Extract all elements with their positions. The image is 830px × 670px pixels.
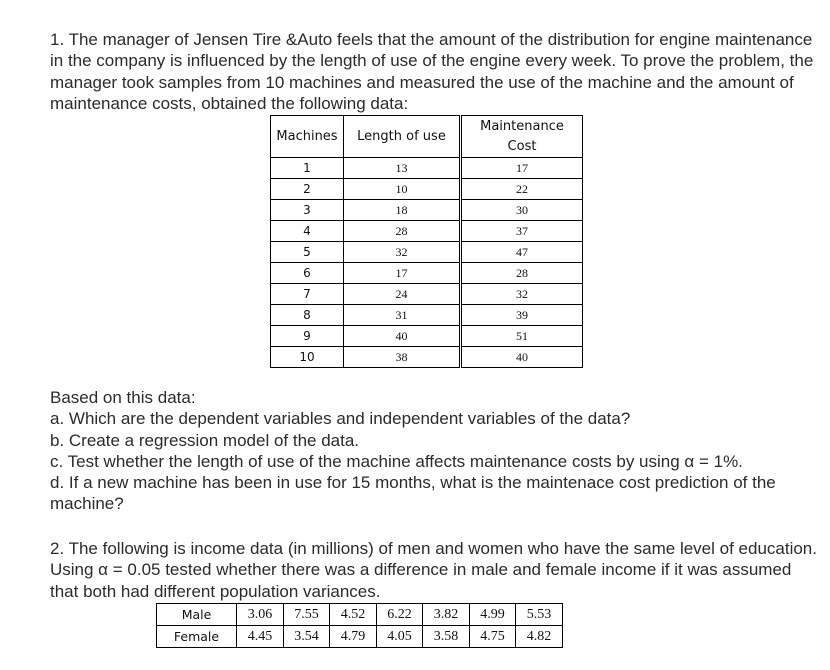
header-machines: Machines [271,116,344,158]
header-length-of-use: Length of use [344,116,461,158]
cost-cell: 17 [461,158,583,179]
male-value-cell: 5.53 [516,604,563,626]
cost-cell: 47 [461,242,583,263]
cost-cell: 51 [461,326,583,347]
income-data-table [156,603,563,648]
table-row [271,221,583,242]
male-label: Male [157,604,237,626]
length-cell: 38 [344,347,461,368]
machine-cell: 3 [271,200,344,221]
machine-cell: 2 [271,179,344,200]
length-cell: 10 [344,179,461,200]
table-row [271,284,583,305]
male-value-cell: 3.82 [423,604,470,626]
male-value-cell: 3.06 [237,604,284,626]
cost-cell: 28 [461,263,583,284]
table-row [271,242,583,263]
table-row [271,158,583,179]
length-cell: 17 [344,263,461,284]
cost-cell: 30 [461,200,583,221]
length-cell: 24 [344,284,461,305]
machine-cell: 8 [271,305,344,326]
male-value-cell: 4.99 [470,604,516,626]
female-value-cell: 4.79 [330,626,377,648]
male-value-cell: 4.52 [330,604,377,626]
subquestion-a: a. Which are the dependent variables and independent variables of the data? [50,409,631,429]
question-1-intro: 1. The manager of Jensen Tire &Auto feels that the amount of the distribution for engine maintenance in the company is influenced by the length of use of the engine every week. To prove the problem, the manager took samples from 10 machines and measured the use of the machine and the amount of maintenance costs, obtained the following data: [50,30,814,113]
table-row-female [157,626,563,648]
cost-cell: 37 [461,221,583,242]
length-cell: 13 [344,158,461,179]
machine-cell: 7 [271,284,344,305]
table-row [271,263,583,284]
length-cell: 28 [344,221,461,242]
machine-cell: 5 [271,242,344,263]
length-cell: 31 [344,305,461,326]
machine-cell: 9 [271,326,344,347]
table-row [271,347,583,368]
female-value-cell: 4.82 [516,626,563,648]
male-value-cell: 6.22 [377,604,423,626]
header-maintenance-cost [461,116,583,158]
female-value-cell: 3.54 [284,626,330,648]
cost-cell: 32 [461,284,583,305]
table-row-male [157,604,563,626]
cost-cell: 39 [461,305,583,326]
subquestion-d: d. If a new machine has been in use for 15 months, what is the maintenace cost prediction of the machine? [50,473,776,514]
table-row [271,200,583,221]
machine-cell: 4 [271,221,344,242]
header-maintenance-line1: Maintenance [480,118,564,134]
cost-cell: 22 [461,179,583,200]
table-row [271,326,583,347]
female-value-cell: 4.45 [237,626,284,648]
female-value-cell: 4.05 [377,626,423,648]
female-value-cell: 4.75 [470,626,516,648]
table-row [271,179,583,200]
question-1-subquestions [50,387,820,515]
subquestion-c: c. Test whether the length of use of the machine affects maintenance costs by using α = 1%. [50,451,743,471]
machine-cell: 6 [271,263,344,284]
length-cell: 32 [344,242,461,263]
subquestion-b: b. Create a regression model of the data. [50,430,360,450]
question-2-intro: 2. The following is income data (in millions) of men and women who have the same level of education. Using α = 0.05 tested whether there was a difference in male and female income if it was assumed that both had different population variances. [50,539,817,601]
header-maintenance-line2: Cost [507,138,537,154]
table-row [271,305,583,326]
machine-cell: 1 [271,158,344,179]
length-cell: 18 [344,200,461,221]
machine-cell: 10 [271,347,344,368]
based-on-data: Based on this data: [50,388,196,407]
female-value-cell: 3.58 [423,626,470,648]
cost-cell: 40 [461,347,583,368]
female-label: Female [157,626,237,648]
machine-data-table [270,115,583,368]
length-cell: 40 [344,326,461,347]
male-value-cell: 7.55 [284,604,330,626]
